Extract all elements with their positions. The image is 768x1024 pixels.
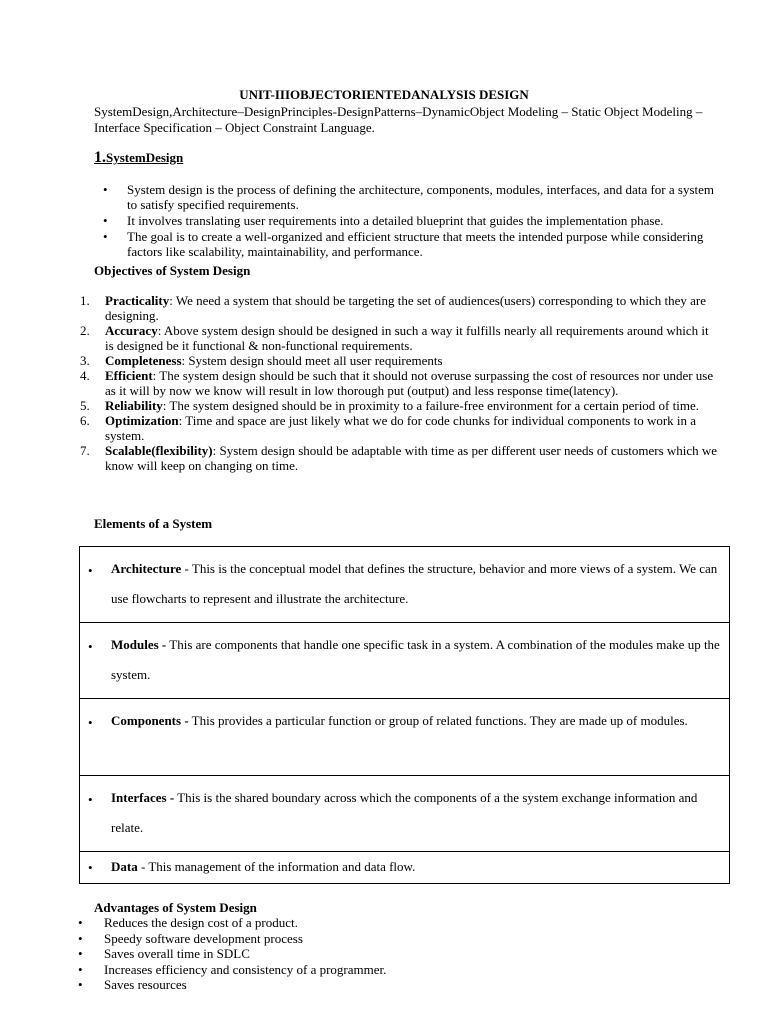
table-row [80,547,729,623]
element-desc: This are components that handle one specific task in a system. A combination of the modules make up the system. [111,637,720,682]
item-number: 3. [80,353,90,368]
list-item [80,368,720,398]
item-number: 2. [80,323,90,338]
list-item: • It involves translating user requirements into a detailed blueprint that guides the implementation phase. [103,213,723,228]
item-term: Reliability [105,398,163,413]
item-number: 7. [80,443,90,458]
item-number: 5. [80,398,90,413]
section-title: SystemDesign [106,150,184,165]
item-text: : System design should be adaptable with time as per different user needs of customers which we know will keep on changing on time. [105,443,718,473]
item-term: Accuracy [105,323,158,338]
table-row [80,852,729,883]
row-text [111,630,723,690]
row-text [111,554,723,614]
objectives-heading: Objectives of System Design [94,263,251,278]
list-item: • The goal is to create a well-organized and efficient structure that meets the intended purpose while considering factors like scalability, maintainability, and performance. [103,229,723,259]
item-term: Scalable(flexibility) [105,443,213,458]
element-term: Data [111,859,138,874]
item-number: 4. [80,368,90,383]
elements-heading: Elements of a System [94,516,213,531]
element-desc: - This management of the information and data flow. [137,859,416,874]
item-term: Efficient [105,368,153,383]
bullet-icon: • [88,715,93,730]
element-term: Interfaces - [111,790,175,805]
list-item [80,323,720,353]
item-text: : The system designed should be in proximity to a failure-free environment for a certain period of time. [162,398,699,413]
table-row [80,776,729,852]
item-number: 1. [80,293,90,308]
unit-topics: SystemDesign,Architecture–DesignPrinciples-DesignPatterns–DynamicObject Modeling – Static Object Modeling – Interface Specification – Object Constraint Language. [94,104,703,135]
element-desc: - This is the conceptual model that defines the structure, behavior and more views of a system. We can use flowcharts to represent and illustrate the architecture. [111,561,718,606]
list-item: • System design is the process of defining the architecture, components, modules, interfaces, and data for a system to satisfy specified requirements. [103,182,723,212]
elements-table [79,546,730,884]
list-item: • Increases efficiency and consistency of a programmer. [78,962,678,978]
bullet-icon: • [88,639,93,654]
bullet-icon: • [88,792,93,807]
list-item [80,353,720,368]
row-text [111,852,723,882]
element-term: Architecture [111,561,182,576]
bullet-icon: • [88,860,93,875]
list-item [80,443,720,473]
list-item: • Saves overall time in SDLC [78,946,678,962]
page-title: UNIT-IIIOBJECTORIENTEDANALYSIS DESIGN [239,87,529,102]
item-text: : Above system design should be designed in such a way it fulfills nearly all requirements around which it is designed be it functional & non-functional requirements. [105,323,709,353]
list-item [80,413,720,443]
item-text: : The system design should be such that it should not overuse surpassing the cost of resources nor under use as it will by now we know will result in low thorough put (output) and less response time(latency). [105,368,714,398]
objectives-list [80,293,720,473]
section-number: 1. [94,149,106,166]
advantages-heading: Advantages of System Design [94,900,257,915]
element-term: Components - [111,713,189,728]
section-heading-system-design [94,150,183,165]
system-design-bullets [103,182,723,260]
item-term: Completeness [105,353,182,368]
item-number: 6. [80,413,90,428]
list-item: • Speedy software development process [78,931,678,947]
row-text [111,783,723,843]
item-term: Practicality [105,293,170,308]
item-text: : Time and space are just likely what we do for code chunks for individual components to work in a system. [105,413,697,443]
table-row [80,699,729,776]
advantages-list [78,915,678,993]
list-item: • Saves resources [78,977,678,993]
item-term: Optimization [105,413,179,428]
list-item: • Reduces the design cost of a product. [78,915,678,931]
bullet-icon: • [88,563,93,578]
table-row [80,623,729,699]
element-desc: This provides a particular function or group of related functions. They are made up of modules. [188,713,688,728]
element-term: Modules - [111,637,167,652]
item-text: : We need a system that should be targeting the set of audiences(users) corresponding to which they are designing. [105,293,706,323]
list-item [80,398,720,413]
item-text: : System design should meet all user requirements [181,353,443,368]
row-text [111,706,723,736]
element-desc: This is the shared boundary across which the components of a the system exchange information and relate. [111,790,698,835]
list-item [80,293,720,323]
